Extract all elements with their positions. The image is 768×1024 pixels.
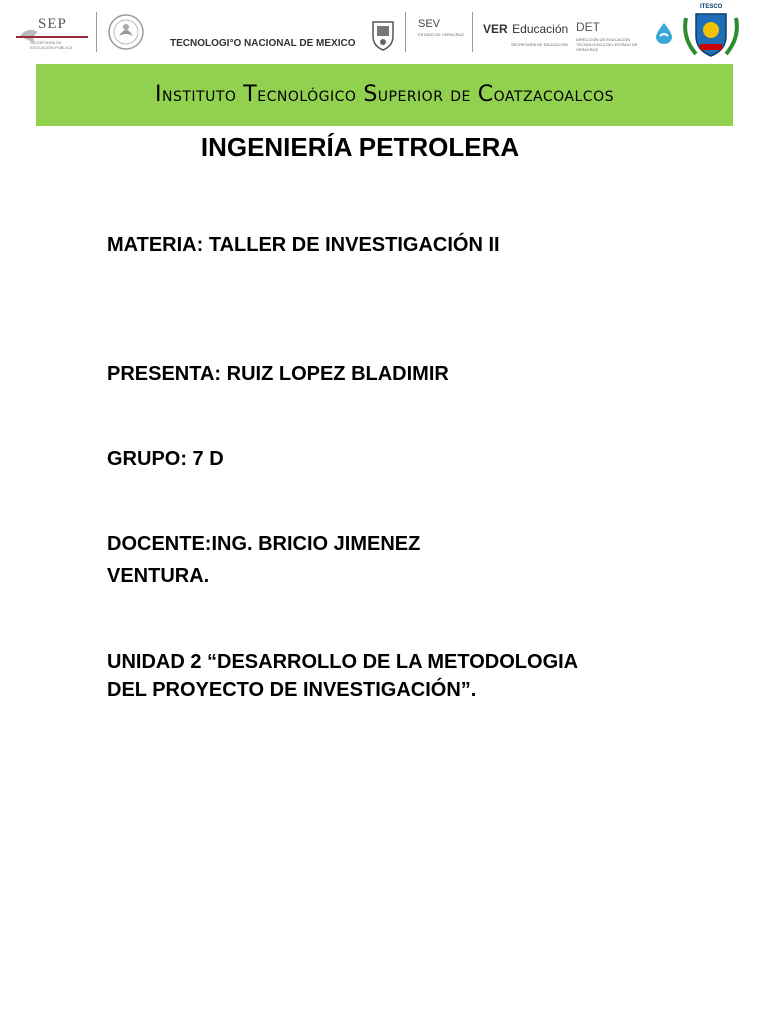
veracruz-seal-icon [370,18,396,57]
sep-subtitle: SECRETARÍA DE EDUCACIÓN PÚBLICA [30,40,73,50]
banner-initial: S [363,82,378,107]
ver-educacion-subtitle: SECRETARÍA DE EDUCACIÓN [511,42,568,47]
banner-initial: T [243,82,258,107]
det-subtitle: DIRECCIÓN DE EDUCACIÓN TECNOLÓGICA DEL ESTADO DE VERACRUZ [576,37,638,52]
sev-title: SEV [418,18,441,30]
itesco-shield-icon [682,6,740,65]
banner-initial: I [155,82,162,107]
det-title: DET [576,20,600,34]
unidad-line-1: UNIDAD 2 “DESARROLLO DE LA METODOLOGIA [107,651,579,673]
sev-logo [418,18,464,37]
header-divider [472,12,473,52]
ver-educacion-logo [483,20,568,47]
banner-word: uperior de [377,82,471,106]
docente-line-2: VENTURA. [107,565,210,587]
institute-name [36,82,733,107]
career-title: INGENIERÍA PETROLERA [200,132,520,162]
mexico-seal-icon [106,12,146,57]
grupo-line: GRUPO: 7 D [107,448,224,470]
banner-initial: C [477,82,494,107]
materia-line: MATERIA: TALLER DE INVESTIGACIÓN II [107,234,500,256]
itesco-label: ITESCO [700,4,723,10]
presenta-line: PRESENTA: RUIZ LOPEZ BLADIMIR [107,363,449,385]
sev-subtitle: ESTADO DE VERACRUZ [418,32,464,37]
tecnm-title: TECNOLOGI°O NACIONAL DE MEXICO [170,38,356,49]
sep-underline [16,36,88,38]
banner-word: ecnológico [257,82,357,106]
docente-line-1: DOCENTE:ING. BRICIO JIMENEZ [107,533,421,555]
ver-label: VER [483,22,508,36]
banner-word: nstituto [162,82,237,106]
header-divider [405,12,406,52]
unidad-line-2: DEL PROYECTO DE INVESTIGACIÓN”. [107,679,477,701]
water-drop-icon [654,22,674,49]
educacion-label: Educación [512,22,569,36]
logo-header [0,0,768,64]
header-divider [96,12,97,52]
banner-word: oatzacoalcos [493,82,614,106]
det-logo [576,20,650,52]
sep-title: SEP [38,16,67,32]
institute-banner [36,64,733,126]
